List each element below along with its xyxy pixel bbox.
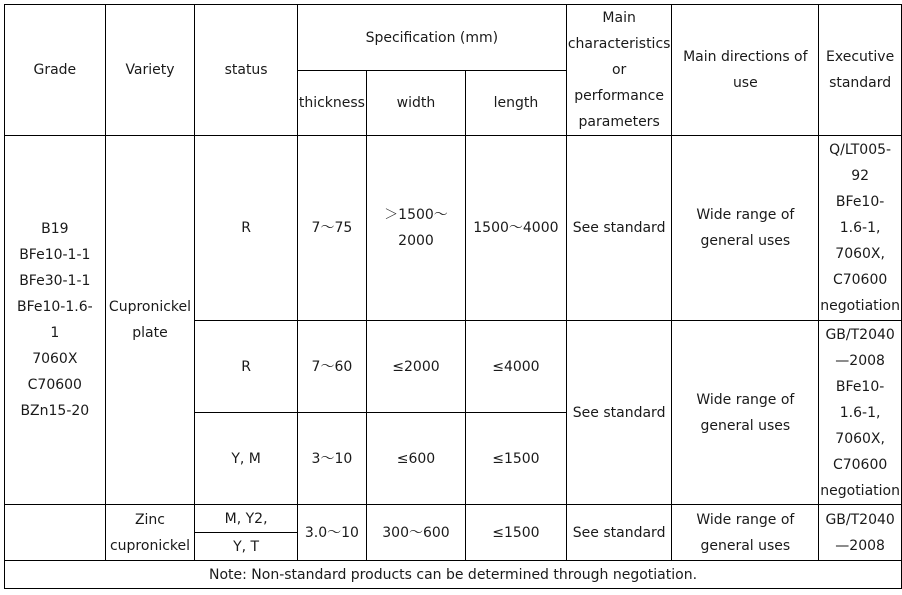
status-cell: R (195, 136, 298, 321)
status-cell: Y, T (195, 533, 298, 561)
cupronickel-spec-table (4, 4, 902, 589)
status-cell: R (195, 321, 298, 413)
thickness-cell: 3.0～10 (297, 505, 366, 561)
length-cell: ≤4000 (465, 321, 566, 413)
width-cell: ≤600 (366, 413, 465, 505)
variety-zinc-cupronickel: Zinc cupronickel (105, 505, 195, 561)
header-variety: Variety (105, 5, 195, 136)
note-row (5, 561, 902, 589)
width-cell: ＞1500～2000 (366, 136, 465, 321)
standard-cell: GB/T2040 —2008 (819, 505, 902, 561)
use-cell: Wide range of general uses (672, 321, 819, 505)
header-main-characteristics: Main characteristics or performance parameters (566, 5, 672, 136)
note-text: Note: Non-standard products can be determined through negotiation. (5, 561, 902, 589)
header-specification: Specification (mm) (297, 5, 566, 71)
use-cell: Wide range of general uses (672, 505, 819, 561)
header-main-directions: Main directions of use (672, 5, 819, 136)
use-cell: Wide range of general uses (672, 136, 819, 321)
grade-empty-cell (5, 505, 106, 561)
standard-cell: GB/T2040 —2008 BFe10- 1.6-1, 7060X, C70600 negotiation (819, 321, 902, 505)
status-cell: Y, M (195, 413, 298, 505)
header-thickness: thickness (297, 71, 366, 136)
header-status: status (195, 5, 298, 136)
standard-cell: Q/LT005- 92 BFe10- 1.6-1, 7060X, C70600 negotiation (819, 136, 902, 321)
width-cell: 300～600 (366, 505, 465, 561)
grade-list: B19 BFe10-1-1 BFe30-1-1 BFe10-1.6- 1 7060X C70600 BZn15-20 (5, 136, 106, 505)
table-row (5, 505, 902, 533)
thickness-cell: 7～60 (297, 321, 366, 413)
characteristics-cell: See standard (566, 321, 672, 505)
table-row (5, 136, 902, 321)
length-cell: ≤1500 (465, 413, 566, 505)
status-cell: M, Y2, (195, 505, 298, 533)
header-executive-standard: Executive standard (819, 5, 902, 136)
width-cell: ≤2000 (366, 321, 465, 413)
header-width: width (366, 71, 465, 136)
variety-cupronickel-plate: Cupronickel plate (105, 136, 195, 505)
characteristics-cell: See standard (566, 136, 672, 321)
length-cell: 1500～4000 (465, 136, 566, 321)
header-row-1 (5, 5, 902, 71)
thickness-cell: 7～75 (297, 136, 366, 321)
length-cell: ≤1500 (465, 505, 566, 561)
characteristics-cell: See standard (566, 505, 672, 561)
table-container (4, 4, 902, 589)
header-grade: Grade (5, 5, 106, 136)
thickness-cell: 3～10 (297, 413, 366, 505)
header-length: length (465, 71, 566, 136)
